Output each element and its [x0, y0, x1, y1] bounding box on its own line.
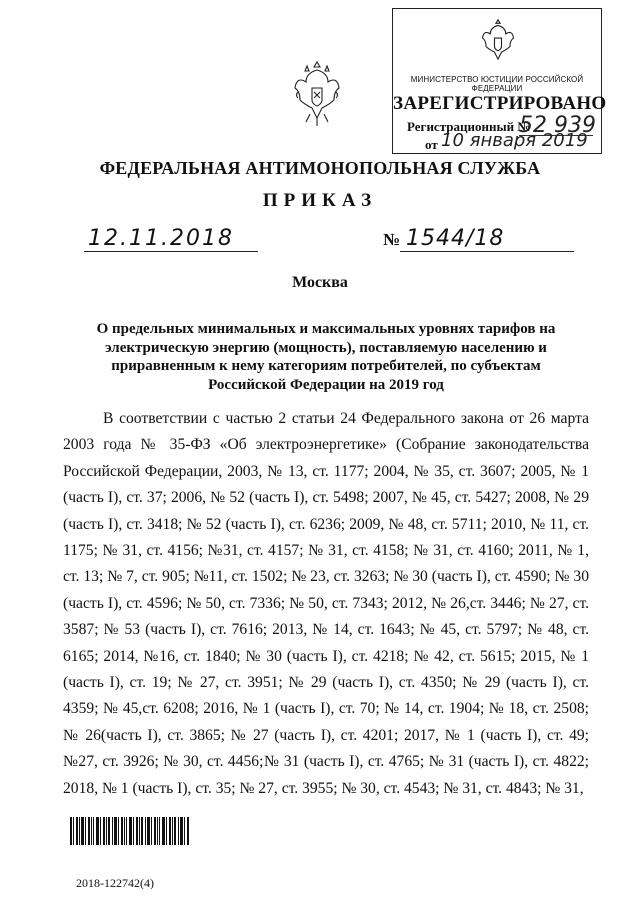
- document-title: ПРИКАЗ: [262, 190, 378, 211]
- stamp-ministry: МИНИСТЕРСТВО ЮСТИЦИИ РОССИЙСКОЙ ФЕДЕРАЦИИ: [410, 75, 584, 93]
- order-date: 12.11.2018: [84, 226, 258, 252]
- order-subject: О предельных минимальных и максимальных уровнях тарифов на электрическую энергию (мощность), поставляемую населению и приравненным к нему категориям потребителей, по субъектам Российской Федерации на 2019 год: [96, 321, 556, 393]
- stamp-registered: ЗАРЕГИСТРИРОВАНО: [393, 93, 607, 114]
- body-paragraph: В соответствии с частью 2 статьи 24 Федерального закона от 26 марта 2003 года № 35-ФЗ «Об электроэнергетике» (Собрание законодательства Российской Федерации, 2003, № 13, ст. 1177; 2004, № 35, ст. 3607; 2005, № 1 (часть I), ст. 37; 2006, № 52 (часть I), ст. 5498; 2007, № 45, ст. 5427; 2008, № 29 (часть I), ст. 3418; № 52 (часть I), ст. 6236; 2009, № 48, ст. 5711; 2010, № 11, ст. 1175; № 31, ст. 4156; №31, ст. 4157; № 31, ст. 4158; № 31, ст. 4160; 2011, № 1, ст. 13; № 7, ст. 905; №11, ст. 1502; № 23, ст. 3263; № 30 (часть I), ст. 4590; № 30 (часть I), ст. 4596; № 50, ст. 7336; № 50, ст. 7343; 2012, № 26,ст. 3446; № 27, ст. 3587; № 53 (часть I), ст. 7616; 2013, № 14, ст. 1643; № 45, ст. 5797; № 48, ст. 6165; 2014, №16, ст. 1840; № 30 (часть I), ст. 4218; № 42, ст. 5615; 2015, № 1 (часть I), ст. 19; № 27, ст. 3951; № 29 (часть I), ст. 4350; № 29 (часть I), ст. 4359; № 45,ст. 6208; 2016, № 1 (часть I), ст. 70; № 14, ст. 1904; № 18, ст. 2508; № 26(часть I), ст. 3865; № 27 (часть I), ст. 4201; 2017, № 1 (часть I), ст. 49; №27, ст. 3926; № 30, ст. 4456;№ 31 (часть I), ст. 4765; № 31 (часть I), ст. 4822; 2018, № 1 (часть I), ст. 35; № 27, ст. 3955; № 30, ст. 4543; № 31, ст. 4843; № 31,: [63, 410, 589, 797]
- stamp-regno-value: 52 939: [519, 113, 596, 138]
- agency-name: ФЕДЕРАЛЬНАЯ АНТИМОНОПОЛЬНАЯ СЛУЖБА: [99, 158, 541, 178]
- order-number-label: №: [383, 230, 401, 249]
- registration-stamp: [392, 8, 607, 154]
- coat-of-arms-icon: [292, 58, 342, 132]
- document-code: 2018-122742(4): [76, 876, 154, 890]
- order-number: 1544/18: [400, 226, 574, 252]
- stamp-date-label: от: [425, 137, 438, 152]
- stamp-emblem-icon: [478, 17, 518, 69]
- stamp-regno-label: Регистрационный №: [407, 119, 531, 134]
- stamp-date-value: 10 января 2019: [441, 130, 588, 151]
- barcode-icon: [70, 817, 190, 845]
- city: Москва: [292, 274, 348, 291]
